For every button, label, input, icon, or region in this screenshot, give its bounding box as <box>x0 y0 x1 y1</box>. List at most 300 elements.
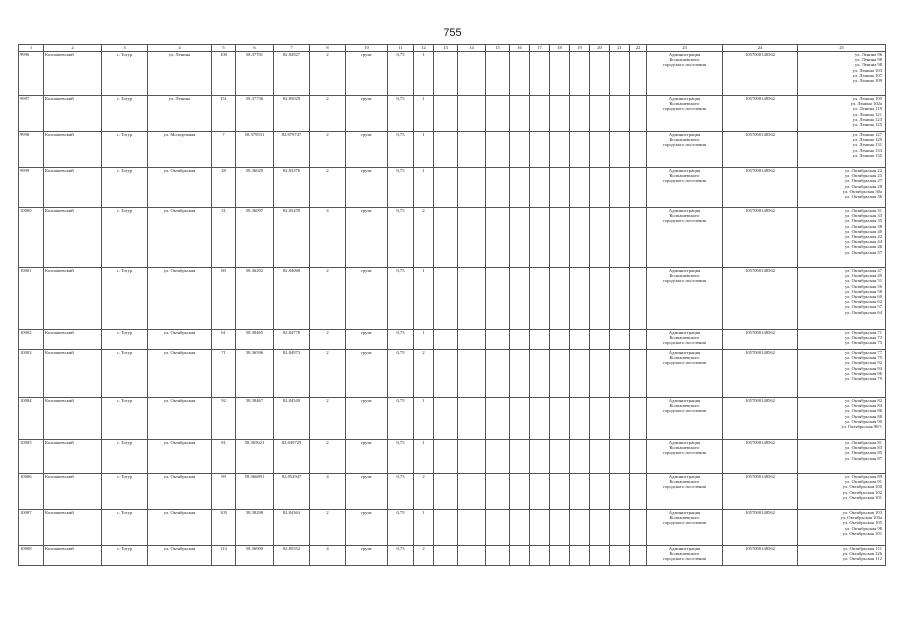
empty-cell <box>458 208 486 268</box>
address-line: ул. Октябрьская 103а <box>840 515 882 521</box>
address-line: ул. Октябрьская 44 <box>844 239 882 245</box>
empty-cell <box>458 52 486 96</box>
latitude-cell: 58.365621 <box>236 440 274 474</box>
admin-cell <box>647 208 723 268</box>
longitude-cell: 82.852947 <box>274 474 310 510</box>
area-cell: 2 <box>310 510 346 546</box>
settlement-cell: с. Тогур <box>102 330 148 350</box>
address-list-cell <box>798 168 886 208</box>
address-line: ул. Ленина 109 <box>852 78 882 84</box>
longitude-cell: 82.84778 <box>274 330 310 350</box>
table-row <box>19 168 886 208</box>
surface-cell: грунт <box>346 474 388 510</box>
surface-cell: грунт <box>346 510 388 546</box>
address-line: ул. Октябрьская 79 <box>844 376 882 382</box>
empty-cell <box>530 510 550 546</box>
address-line: ул. Октябрьская 35 <box>844 218 882 224</box>
admin-line: Администрация <box>668 96 701 101</box>
empty-cell <box>510 546 530 566</box>
address-line: ул. Октябрьская 27 <box>844 178 882 184</box>
surface-cell: грунт <box>346 96 388 132</box>
empty-cell <box>530 52 550 96</box>
table-row <box>19 96 886 132</box>
admin-line: Администрация <box>668 440 701 445</box>
district-cell: Колпашевский <box>44 208 102 268</box>
empty-cell <box>630 132 647 168</box>
admin-cell <box>647 398 723 440</box>
table-row <box>19 52 886 96</box>
empty-cell <box>590 546 610 566</box>
row-number: 10007 <box>19 510 44 546</box>
address-line: ул. Октябрьская 36 <box>844 194 882 200</box>
address-line: ул. Октябрьская 60 <box>844 294 882 300</box>
empty-cell <box>530 132 550 168</box>
empty-cell <box>550 398 570 440</box>
column-number: 15 <box>486 45 510 52</box>
latitude-cell: 58.36029 <box>236 168 274 208</box>
area-cell: 4 <box>310 474 346 510</box>
surface-cell: грунт <box>346 546 388 566</box>
admin-line: городского поселения <box>663 520 706 526</box>
empty-cell <box>630 474 647 510</box>
row-number: 10001 <box>19 268 44 330</box>
area-cell: 4 <box>310 208 346 268</box>
column-number: 24 <box>723 45 798 52</box>
empty-cell <box>458 440 486 474</box>
district-cell: Колпашевский <box>44 96 102 132</box>
street-cell: ул. Октябрьская <box>148 474 212 510</box>
volume-cell: 0,75 <box>388 168 414 208</box>
area-cell: 4 <box>310 546 346 566</box>
empty-cell <box>530 330 550 350</box>
column-number: 2 <box>44 45 102 52</box>
empty-cell <box>610 268 630 330</box>
admin-cell <box>647 168 723 208</box>
address-line: ул. Октябрьская 46 <box>844 244 882 250</box>
admin-line: городского поселения <box>663 142 706 148</box>
empty-cell <box>530 268 550 330</box>
address-line: ул. Октябрьская 37 <box>844 249 882 255</box>
longitude-cell: 82.84973 <box>274 350 310 398</box>
address-list-cell <box>798 546 886 566</box>
empty-cell <box>630 350 647 398</box>
admin-line: Администрация <box>668 52 701 57</box>
empty-cell <box>458 398 486 440</box>
volume-cell: 0,75 <box>388 350 414 398</box>
settlement-cell: с. Тогур <box>102 398 148 440</box>
latitude-cell: 58.36202 <box>236 268 274 330</box>
empty-cell <box>570 268 590 330</box>
volume-cell: 0,75 <box>388 546 414 566</box>
area-cell: 2 <box>310 96 346 132</box>
column-number: 25 <box>798 45 886 52</box>
row-number: 10003 <box>19 350 44 398</box>
empty-cell <box>434 474 458 510</box>
district-cell: Колпашевский <box>44 474 102 510</box>
empty-cell <box>550 96 570 132</box>
ogrn-cell: 1057000148562 <box>723 510 798 546</box>
row-number: 9996 <box>19 52 44 96</box>
empty-cell <box>530 168 550 208</box>
address-line: ул. Октябрьская 77 <box>844 350 882 355</box>
empty-cell <box>434 510 458 546</box>
empty-cell <box>486 510 510 546</box>
address-line: ул. Ленина 123 <box>852 116 882 122</box>
empty-cell <box>434 52 458 96</box>
column-number: 20 <box>590 45 610 52</box>
address-line: ул. Ленина 119 <box>852 106 882 112</box>
address-line: ул. Октябрьская 87 <box>844 455 882 461</box>
admin-cell <box>647 440 723 474</box>
empty-cell <box>458 268 486 330</box>
ogrn-cell: 1057000148562 <box>723 96 798 132</box>
latitude-cell: 58.37701 <box>236 52 274 96</box>
admin-line: Администрация <box>668 398 701 403</box>
address-line: ул. Ленина 105 <box>852 96 882 101</box>
address-list-cell <box>798 96 886 132</box>
house-cell: 7 <box>212 132 236 168</box>
address-list-cell <box>798 132 886 168</box>
count-cell: 2 <box>414 474 434 510</box>
address-list-cell <box>798 474 886 510</box>
table-row <box>19 510 886 546</box>
settlement-cell: с. Тогур <box>102 96 148 132</box>
count-cell: 2 <box>414 546 434 566</box>
empty-cell <box>510 268 530 330</box>
address-line: ул. Октябрьская 111 <box>842 546 882 551</box>
longitude-cell: 82.83259 <box>274 208 310 268</box>
empty-cell <box>530 208 550 268</box>
empty-cell <box>510 132 530 168</box>
table-row <box>19 268 886 330</box>
address-line: ул. Октябрьская 42 <box>844 234 882 240</box>
address-list-cell <box>798 398 886 440</box>
admin-line: городского поселения <box>663 556 706 562</box>
empty-cell <box>610 440 630 474</box>
district-cell: Колпашевский <box>44 510 102 546</box>
empty-cell <box>630 52 647 96</box>
longitude-cell: 82.85029 <box>274 96 310 132</box>
empty-cell <box>630 510 647 546</box>
empty-cell <box>610 96 630 132</box>
admin-line: Колпашевского <box>669 551 700 557</box>
empty-cell <box>590 132 610 168</box>
empty-cell <box>434 268 458 330</box>
empty-cell <box>434 208 458 268</box>
empty-cell <box>510 330 530 350</box>
address-line: ул. Октябрьская 23 <box>844 173 882 179</box>
settlement-cell: с. Тогур <box>102 440 148 474</box>
street-cell: ул. Ленина <box>148 96 212 132</box>
address-line: ул. Ленина 121 <box>852 111 882 117</box>
count-cell: 1 <box>414 52 434 96</box>
settlement-cell: с. Тогур <box>102 510 148 546</box>
address-line: ул. Ленина 98 <box>855 57 882 63</box>
empty-cell <box>610 132 630 168</box>
empty-cell <box>550 350 570 398</box>
column-number: 19 <box>570 45 590 52</box>
admin-cell <box>647 268 723 330</box>
empty-cell <box>458 510 486 546</box>
admin-line: Колпашевского <box>669 173 700 179</box>
admin-cell <box>647 330 723 350</box>
settlement-cell: с. Тогур <box>102 546 148 566</box>
admin-line: городского поселения <box>663 450 706 456</box>
address-line: ул. Октябрьская 75 <box>844 340 882 346</box>
address-line: ул. Октябрьская 33 <box>844 213 882 219</box>
admin-line: Колпашевского <box>669 445 700 451</box>
address-line: ул. Октябрьская 94 <box>844 365 882 371</box>
longitude-cell: 82.83376 <box>274 168 310 208</box>
count-cell: 2 <box>414 350 434 398</box>
table-row <box>19 398 886 440</box>
address-line: ул. Октябрьская 38 <box>844 223 882 229</box>
empty-cell <box>486 96 510 132</box>
admin-line: городского поселения <box>663 178 706 184</box>
row-number: 10004 <box>19 398 44 440</box>
admin-line: Колпашевского <box>669 403 700 409</box>
address-line: ул. Октябрьская 88 <box>844 413 882 419</box>
row-number: 9998 <box>19 132 44 168</box>
column-number: 17 <box>530 45 550 52</box>
latitude-cell: 58.379531 <box>236 132 274 168</box>
address-line: ул. Октябрьская 81 <box>844 440 882 445</box>
address-line: ул. Ленина 135 <box>852 152 882 158</box>
admin-cell <box>647 350 723 398</box>
address-line: ул. Октябрьская 103 <box>842 510 882 515</box>
longitude-cell: 82.84363 <box>274 510 310 546</box>
longitude-cell: 82.84927 <box>274 52 310 96</box>
house-cell: 92 <box>212 398 236 440</box>
admin-cell <box>647 96 723 132</box>
empty-cell <box>510 350 530 398</box>
empty-cell <box>570 474 590 510</box>
admin-line: городского поселения <box>663 408 706 414</box>
column-number: 21 <box>610 45 630 52</box>
address-list-cell <box>798 510 886 546</box>
volume-cell: 0,75 <box>388 268 414 330</box>
address-line: ул. Октябрьская 31 <box>844 208 882 213</box>
surface-cell: грунт <box>346 330 388 350</box>
column-number: 13 <box>434 45 458 52</box>
column-number: 12 <box>414 45 434 52</box>
empty-cell <box>550 52 570 96</box>
empty-cell <box>570 350 590 398</box>
address-line: ул. Ленина 107 <box>852 72 882 78</box>
address-line: ул. Октябрьская 51 <box>844 278 882 284</box>
column-number: 1 <box>19 45 44 52</box>
address-list-cell <box>798 350 886 398</box>
address-line: ул. Октябрьская 22 <box>844 168 882 173</box>
address-line: ул. Ленина 133 <box>852 147 882 153</box>
empty-cell <box>434 96 458 132</box>
settlement-cell: с. Тогур <box>102 52 148 96</box>
address-line: ул. Ленина 102а <box>850 101 882 107</box>
longitude-cell: 82.879747 <box>274 132 310 168</box>
empty-cell <box>530 398 550 440</box>
empty-cell <box>610 474 630 510</box>
address-list-cell <box>798 268 886 330</box>
longitude-cell: 82.849729 <box>274 440 310 474</box>
address-line: ул. Ленина 96 <box>855 52 882 57</box>
admin-line: Администрация <box>668 350 701 355</box>
address-line: ул. Октябрьская 40 <box>844 228 882 234</box>
empty-cell <box>550 268 570 330</box>
district-cell: Колпашевский <box>44 330 102 350</box>
volume-cell: 0,75 <box>388 208 414 268</box>
street-cell: ул. Октябрьская <box>148 208 212 268</box>
column-number: 18 <box>550 45 570 52</box>
address-line: ул. Октябрьская 105 <box>842 520 882 526</box>
district-cell: Колпашевский <box>44 268 102 330</box>
empty-cell <box>486 474 510 510</box>
ogrn-cell: 1057000148562 <box>723 474 798 510</box>
street-cell: ул. Октябрьская <box>148 398 212 440</box>
empty-cell <box>570 168 590 208</box>
ogrn-cell: 1057000148562 <box>723 398 798 440</box>
empty-cell <box>550 510 570 546</box>
address-line: ул. Октябрьская 47 <box>844 268 882 273</box>
volume-cell: 0,75 <box>388 440 414 474</box>
empty-cell <box>610 398 630 440</box>
empty-cell <box>530 96 550 132</box>
volume-cell: 0,75 <box>388 510 414 546</box>
empty-cell <box>486 268 510 330</box>
empty-cell <box>570 52 590 96</box>
empty-cell <box>590 398 610 440</box>
admin-line: городского поселения <box>663 218 706 224</box>
admin-line: Колпашевского <box>669 273 700 279</box>
ogrn-cell: 1057000148562 <box>723 330 798 350</box>
row-number: 9997 <box>19 96 44 132</box>
ogrn-cell: 1057000148562 <box>723 440 798 474</box>
empty-cell <box>486 208 510 268</box>
address-line: ул. Октябрьская 126 <box>842 551 882 557</box>
volume-cell: 0,75 <box>388 474 414 510</box>
empty-cell <box>458 546 486 566</box>
address-line: ул. Октябрьская 101 <box>842 494 882 500</box>
empty-cell <box>458 350 486 398</box>
admin-line: Администрация <box>668 546 701 551</box>
count-cell: 1 <box>414 168 434 208</box>
ogrn-cell: 1057000148562 <box>723 546 798 566</box>
admin-line: Администрация <box>668 330 701 335</box>
address-line: ул. Октябрьская 89 <box>844 474 882 479</box>
volume-cell: 0,75 <box>388 398 414 440</box>
admin-line: Колпашевского <box>669 515 700 521</box>
empty-cell <box>630 440 647 474</box>
empty-cell <box>590 168 610 208</box>
empty-cell <box>630 546 647 566</box>
empty-cell <box>434 330 458 350</box>
admin-line: Администрация <box>668 168 701 173</box>
empty-cell <box>486 440 510 474</box>
table-row <box>19 330 886 350</box>
house-cell: 28 <box>212 168 236 208</box>
street-cell: ул. Октябрьская <box>148 546 212 566</box>
empty-cell <box>510 474 530 510</box>
area-cell: 2 <box>310 350 346 398</box>
empty-cell <box>530 474 550 510</box>
empty-cell <box>458 474 486 510</box>
address-line: ул. Ленина 98 <box>855 62 882 68</box>
district-cell: Колпашевский <box>44 350 102 398</box>
street-cell: ул. Октябрьская <box>148 350 212 398</box>
count-cell: 1 <box>414 440 434 474</box>
empty-cell <box>510 96 530 132</box>
column-number: 7 <box>274 45 310 52</box>
empty-cell <box>550 474 570 510</box>
house-cell: 99 <box>212 474 236 510</box>
empty-cell <box>458 168 486 208</box>
count-cell: 1 <box>414 268 434 330</box>
empty-cell <box>590 474 610 510</box>
longitude-cell: 82.84068 <box>274 268 310 330</box>
empty-cell <box>550 440 570 474</box>
address-line: ул. Октябрьская 91 <box>844 479 882 485</box>
area-cell: 2 <box>310 268 346 330</box>
admin-cell <box>647 474 723 510</box>
latitude-cell: 58.36596 <box>236 350 274 398</box>
empty-cell <box>590 330 610 350</box>
street-cell: ул. Октябрьская <box>148 168 212 208</box>
area-cell: 2 <box>310 398 346 440</box>
house-cell: 71 <box>212 350 236 398</box>
empty-cell <box>590 440 610 474</box>
ogrn-cell: 1057000148562 <box>723 268 798 330</box>
column-number: 23 <box>647 45 723 52</box>
empty-cell <box>486 168 510 208</box>
admin-line: Колпашевского <box>669 335 700 341</box>
address-line: ул. Октябрьская 75 <box>844 355 882 361</box>
column-number: 14 <box>458 45 486 52</box>
row-number: 10002 <box>19 330 44 350</box>
admin-cell <box>647 132 723 168</box>
empty-cell <box>610 52 630 96</box>
address-line: ул. Ленина 127 <box>852 132 882 137</box>
empty-cell <box>590 510 610 546</box>
address-line: ул. Октябрьская 73 <box>844 335 882 341</box>
admin-cell <box>647 510 723 546</box>
page-number: 755 <box>443 27 462 39</box>
volume-cell: 0,75 <box>388 52 414 96</box>
area-cell: 2 <box>310 168 346 208</box>
street-cell: ул. Октябрьская <box>148 330 212 350</box>
district-cell: Колпашевский <box>44 440 102 474</box>
address-line: ул. Октябрьская 82 <box>844 398 882 403</box>
latitude-cell: 58.38465 <box>236 330 274 350</box>
settlement-cell: с. Тогур <box>102 350 148 398</box>
address-list-cell <box>798 52 886 96</box>
row-number: 10000 <box>19 208 44 268</box>
count-cell: 1 <box>414 398 434 440</box>
empty-cell <box>486 350 510 398</box>
admin-line: Колпашевского <box>669 101 700 107</box>
column-number: 22 <box>630 45 647 52</box>
ogrn-cell: 1057000148562 <box>723 132 798 168</box>
street-cell: ул. Октябрьская <box>148 510 212 546</box>
empty-cell <box>486 398 510 440</box>
address-line: ул. Октябрьская 90/1 <box>841 424 882 430</box>
row-number: 10008 <box>19 546 44 566</box>
surface-cell: грунт <box>346 132 388 168</box>
address-list-cell <box>798 208 886 268</box>
admin-line: городского поселения <box>663 484 706 490</box>
house-cell: 151 <box>212 96 236 132</box>
empty-cell <box>550 330 570 350</box>
house-cell: 113 <box>212 546 236 566</box>
address-line: ул. Октябрьская 58 <box>844 288 882 294</box>
